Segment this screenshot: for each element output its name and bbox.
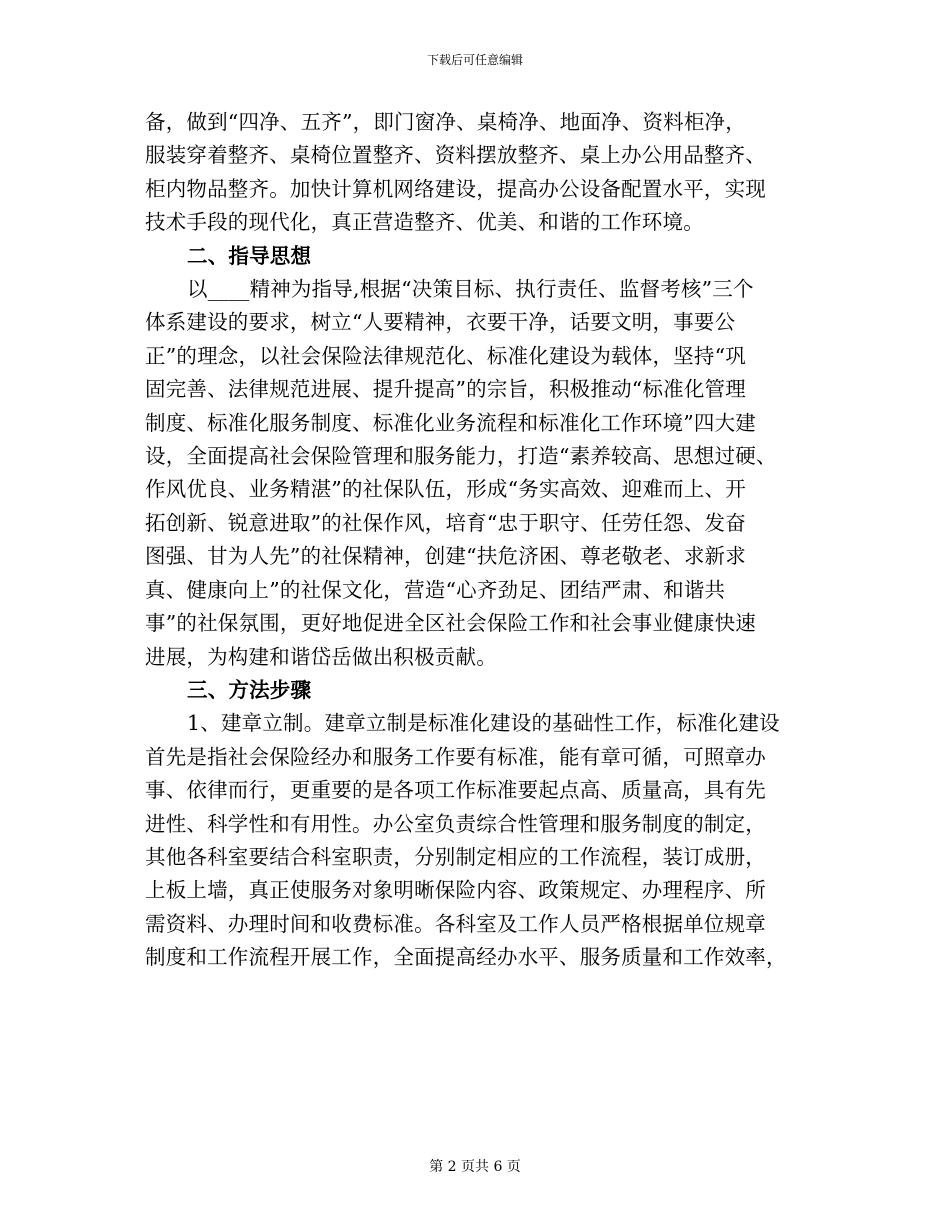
section-heading-guiding-thought: 二、指导思想: [187, 243, 312, 268]
text-line: 其他各科室要结合科室职责，分别制定相应的工作流程，装订成册，: [145, 844, 766, 869]
text-line: 正”的理念，以社会保险法律规范化、标准化建设为载体，坚持“巩: [145, 343, 746, 368]
text-line: 服装穿着整齐、桌椅位置整齐、资料摆放整齐、桌上办公用品整齐、: [145, 143, 766, 168]
text-line: 上板上墙，真正使服务对象明晰保险内容、政策规定、办理程序、所: [145, 878, 766, 903]
text-line: 作风优良、业务精湛”的社保队伍，形成“务实高效、迎难而上、开: [145, 477, 746, 502]
text-line: 固完善、法律规范进展、提升提高”的宗旨，积极推动“标准化管理: [145, 377, 746, 402]
text-line: 事”的社保氛围，更好地促进全区社会保险工作和社会事业健康快速: [145, 611, 756, 636]
text-line: 技术手段的现代化，真正营造整齐、优美、和谐的工作环境。: [145, 210, 704, 235]
text-line: 以____精神为指导,根据“决策目标、执行责任、监督考核”三个: [187, 277, 754, 302]
text-line: 柜内物品整齐。加快计算机网络建设，提高办公设备配置水平，实现: [145, 176, 766, 201]
text-line: 1、建章立制。建章立制是标准化建设的基础性工作，标准化建设: [187, 711, 780, 736]
text-line: 体系建设的要求，树立“人要精神，衣要干净，话要文明，事要公: [145, 310, 736, 335]
text-line: 拓创新、锐意进取”的社保作风，培育“忠于职守、任劳任怨、发奋: [145, 510, 746, 535]
paragraph-guiding-thought: [145, 273, 813, 674]
text-line: 设，全面提高社会保险管理和服务能力，打造“素养较高、思想过硬、: [145, 444, 777, 469]
text-line: 备，做到“四净、五齐”，即门窗净、桌椅净、地面净、资料柜净，: [145, 110, 746, 134]
text-line: 制度和工作流程开展工作，全面提高经办水平、服务质量和工作效率，: [145, 945, 787, 970]
text-line: 制度、标准化服务制度、标准化业务流程和标准化工作环境”四大建: [145, 410, 756, 435]
paragraph-method-steps: [145, 707, 813, 974]
paragraph-environment: [145, 106, 813, 240]
text-line: 需资料、办理时间和收费标准。各科室及工作人员严格根据单位规章: [145, 911, 766, 936]
text-line: 首先是指社会保险经办和服务工作要有标准，能有章可循，可照章办: [145, 744, 766, 769]
text-line: 图强、甘为人先”的社保精神，创建“扶危济困、尊老敬老、求新求: [145, 544, 746, 569]
section-heading-method-steps: 三、方法步骤: [187, 677, 312, 702]
text-line: 真、健康向上”的社保文化，营造“心齐劲足、团结严肃、和谐共: [145, 577, 726, 602]
page-footer: 第 2 页共 6 页: [429, 1159, 521, 1175]
page-header: 下载后可任意编辑: [426, 53, 523, 67]
document-body: [145, 106, 813, 975]
text-line: 进性、科学性和有用性。办公室负责综合性管理和服务制度的制定，: [145, 811, 766, 836]
text-line: 进展，为构建和谐岱岳做出积极贡献。: [145, 644, 497, 669]
text-line: 事、依律而行，更重要的是各项工作标准要起点高、质量高，具有先: [145, 778, 766, 803]
